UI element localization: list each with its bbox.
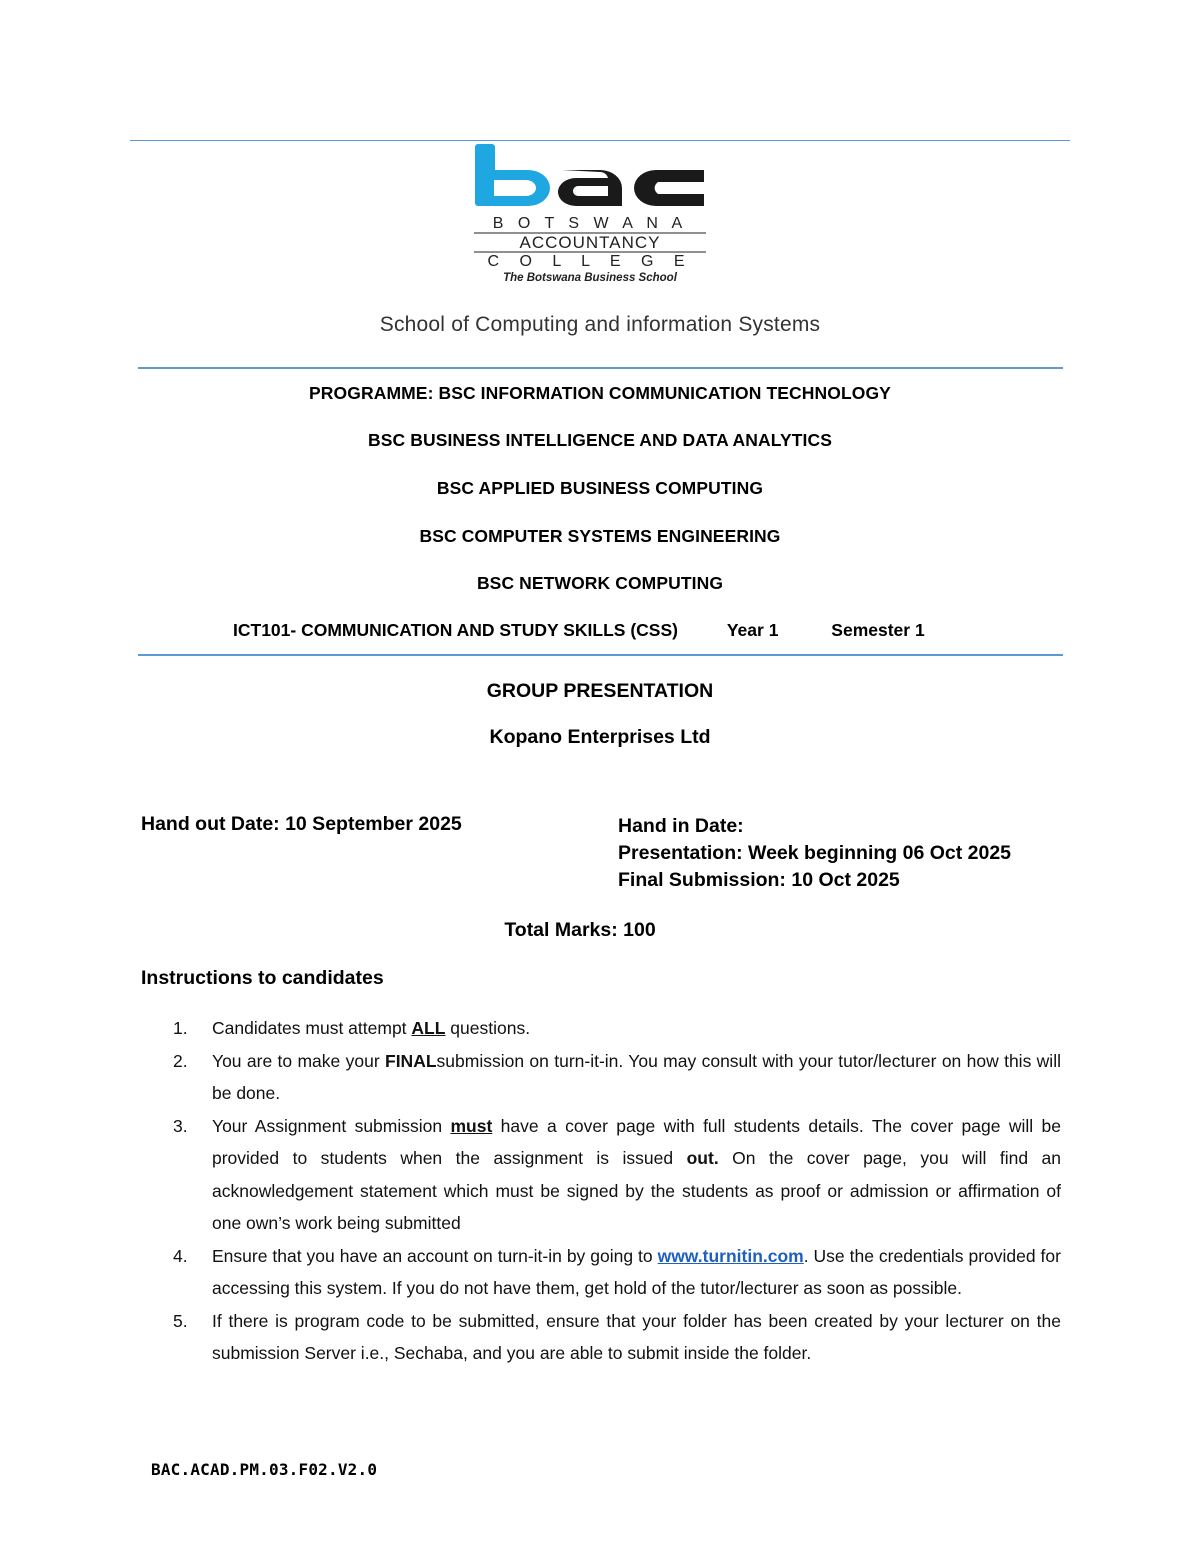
handin-label: Hand in Date: bbox=[618, 815, 744, 837]
instruction-number: 4. bbox=[173, 1245, 188, 1266]
instructions-list bbox=[173, 1012, 1061, 1370]
bac-logo-graphic bbox=[470, 142, 710, 287]
instruction-text: questions. bbox=[445, 1018, 531, 1038]
logo-tagline: The Botswana Business School bbox=[503, 272, 677, 284]
instruction-item bbox=[173, 1012, 1061, 1045]
instruction-text: Your Assignment submission bbox=[212, 1115, 451, 1136]
instruction-emphasis: ALL bbox=[411, 1018, 446, 1038]
instruction-text: . Use the credentials provided for accessing this system. If you do not have them, get hold of the tutor/lecturer as soon as possible. bbox=[212, 1245, 1061, 1298]
document-code: BAC.ACAD.PM.03.F02.V2.0 bbox=[151, 1460, 378, 1479]
programme-line: PROGRAMME: BSC INFORMATION COMMUNICATION TECHNOLOGY bbox=[309, 383, 891, 403]
course-divider bbox=[138, 654, 1063, 656]
instruction-text: On the cover page, you will find an acknowledgement statement which must be signed by the students as proof or admission or affirmation of one own’s work being submitted bbox=[212, 1148, 1061, 1233]
instruction-number: 5. bbox=[173, 1310, 188, 1331]
instruction-item bbox=[173, 1045, 1061, 1110]
logo-letter-b bbox=[475, 144, 550, 206]
programme-line: BSC BUSINESS INTELLIGENCE AND DATA ANALYTICS bbox=[368, 430, 832, 450]
handout-date: Hand out Date: 10 September 2025 bbox=[141, 813, 462, 835]
logo-line-college: C O L L E G E bbox=[487, 253, 693, 270]
instruction-text: Ensure that you have an account on turn-it-in by going to bbox=[212, 1245, 658, 1266]
logo-line-accountancy: ACCOUNTANCY bbox=[519, 233, 661, 252]
instruction-emphasis: out. bbox=[686, 1148, 719, 1168]
programme-line: BSC NETWORK COMPUTING bbox=[476, 573, 724, 593]
instruction-text: have a cover page with full students details. The cover page will be provided to students when the assignment is issued bbox=[212, 1115, 1061, 1168]
bac-logo bbox=[470, 142, 710, 287]
assessment-type: GROUP PRESENTATION bbox=[486, 680, 714, 702]
logo-letter-c bbox=[634, 170, 704, 206]
final-submission-date: Final Submission: 10 Oct 2025 bbox=[618, 869, 900, 891]
instruction-item bbox=[173, 1305, 1061, 1370]
header-divider bbox=[138, 367, 1063, 369]
instruction-number: 2. bbox=[173, 1050, 188, 1071]
instruction-emphasis: must bbox=[450, 1115, 493, 1136]
school-name: School of Computing and information Systems bbox=[379, 313, 821, 336]
instruction-number: 1. bbox=[173, 1018, 188, 1038]
instruction-text: You are to make your bbox=[212, 1050, 385, 1071]
course-semester: Semester 1 bbox=[831, 620, 925, 640]
logo-line-botswana: B O T S W A N A bbox=[492, 215, 688, 232]
handin-block bbox=[618, 813, 1011, 894]
presentation-date: Presentation: Week beginning 06 Oct 2025 bbox=[618, 842, 1012, 864]
course-year: Year 1 bbox=[726, 620, 779, 640]
turnitin-link[interactable]: www.turnitin.com bbox=[657, 1245, 804, 1266]
instruction-emphasis: FINAL bbox=[385, 1050, 437, 1071]
instruction-text: If there is program code to be submitted, ensure that your folder has been created by your lecturer on the submission Server i.e., Sechaba, and you are able to submit inside the folder. bbox=[212, 1310, 1061, 1363]
company-name: Kopano Enterprises Ltd bbox=[489, 726, 711, 748]
instruction-item bbox=[173, 1110, 1061, 1240]
logo-letter-a bbox=[558, 170, 622, 206]
instruction-text: Candidates must attempt bbox=[212, 1018, 412, 1038]
instruction-item bbox=[173, 1240, 1061, 1305]
course-title: ICT101- COMMUNICATION AND STUDY SKILLS (CSS) bbox=[233, 620, 678, 640]
top-divider bbox=[130, 140, 1070, 141]
total-marks: Total Marks: 100 bbox=[504, 919, 656, 941]
instruction-number: 3. bbox=[173, 1115, 188, 1136]
course-row bbox=[233, 620, 925, 641]
programme-line: BSC APPLIED BUSINESS COMPUTING bbox=[436, 478, 764, 498]
instruction-text: submission on turn-it-in. You may consult with your tutor/lecturer on how this will be done. bbox=[212, 1050, 1061, 1103]
programme-line: BSC COMPUTER SYSTEMS ENGINEERING bbox=[419, 526, 781, 546]
instructions-title: Instructions to candidates bbox=[141, 967, 384, 989]
